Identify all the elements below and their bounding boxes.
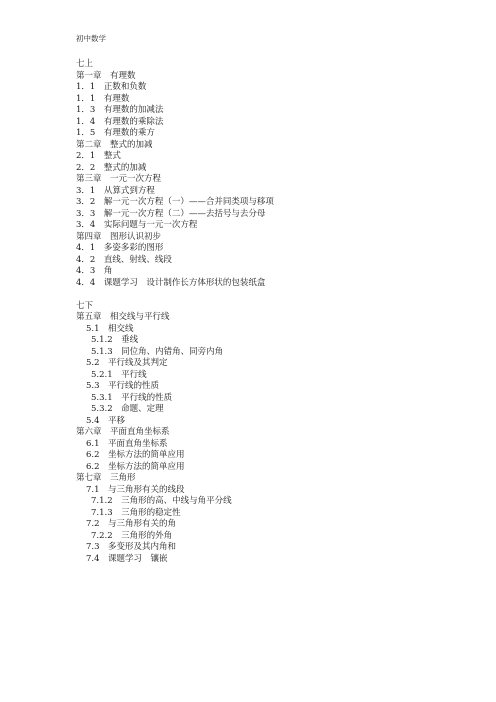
toc-entry: 七上	[76, 59, 94, 69]
toc-subsection: 7.1.3 三角形的稳定性	[91, 507, 181, 518]
toc-entry: 七下	[76, 300, 94, 311]
toc-entry: 1．3 有理数的加减法	[76, 105, 164, 115]
toc-section: 7.4 课题学习 镶嵌	[86, 553, 168, 564]
toc-subsection: 5.1.3 同位角、内错角、同旁内角	[91, 346, 224, 357]
toc-subsection: 5.3.1 平行线的性质	[91, 392, 173, 403]
toc-entry: 1．5 有理数的乘方	[76, 128, 155, 138]
toc-entry: 4．2 直线、射线、线段	[76, 254, 172, 265]
toc-section: 5.2 平行线及其判定	[86, 358, 168, 368]
toc-entry: 3．3 解一元一次方程（二）——去括号与去分母	[76, 208, 266, 219]
toc-section: 7.1 与三角形有关的线段	[86, 484, 185, 495]
toc-subsection: 7.1.2 三角形的高、中线与角平分线	[91, 496, 232, 506]
toc-subsection: 7.2.2 三角形的外角	[91, 530, 173, 541]
toc-section: 5.1 相交线	[86, 323, 134, 334]
toc-entry: 第一章 有理数	[76, 70, 136, 81]
toc-entry: 3．1 从算式到方程	[76, 185, 155, 196]
toc-section: 5.3 平行线的性质	[86, 381, 160, 391]
toc-section: 6.1 平面直角坐标系	[86, 438, 168, 449]
toc-entry: 4．3 角	[76, 266, 113, 276]
toc-entry: 第五章 相交线与平行线	[76, 312, 170, 322]
table-of-contents	[76, 59, 476, 565]
toc-entry: 4．4 课题学习 设计制作长方体形状的包装纸盒	[76, 277, 266, 288]
toc-subsection: 5.3.2 命题、定理	[91, 404, 164, 414]
section-gap	[76, 289, 476, 301]
toc-entry: 3．4 实际问题与一元一次方程	[76, 220, 198, 230]
toc-subsection: 5.2.1 平行线	[91, 369, 147, 380]
toc-entry: 1．1 正数和负数	[76, 82, 147, 92]
page-header: 初中数学	[76, 34, 106, 43]
toc-entry: 3．2 解一元一次方程（一）——合并同类项与移项	[76, 197, 274, 207]
toc-entry: 第三章 一元一次方程	[76, 174, 162, 184]
toc-entry: 第四章 图形认识初步	[76, 231, 162, 242]
toc-section: 5.4 平移	[86, 415, 126, 426]
toc-section: 7.3 多变形及其内角和	[86, 542, 177, 552]
toc-entry: 第七章 三角形	[76, 473, 136, 483]
toc-section: 6.2 坐标方法的简单应用	[86, 450, 185, 460]
toc-entry: 2．2 整式的加减	[76, 162, 147, 173]
toc-section: 7.2 与三角形有关的角	[86, 519, 177, 529]
toc-entry: 1．1 有理数	[76, 93, 130, 104]
toc-entry: 1．4 有理数的乘除法	[76, 116, 164, 127]
toc-entry: 4．1 多姿多彩的图形	[76, 243, 164, 253]
toc-entry: 第二章 整式的加减	[76, 139, 153, 150]
toc-entry: 第六章 平面直角坐标系	[76, 427, 170, 437]
toc-entry: 2．1 整式	[76, 151, 121, 161]
toc-section: 6.2 坐标方法的简单应用	[86, 461, 185, 472]
toc-subsection: 5.1.2 垂线	[91, 335, 139, 345]
